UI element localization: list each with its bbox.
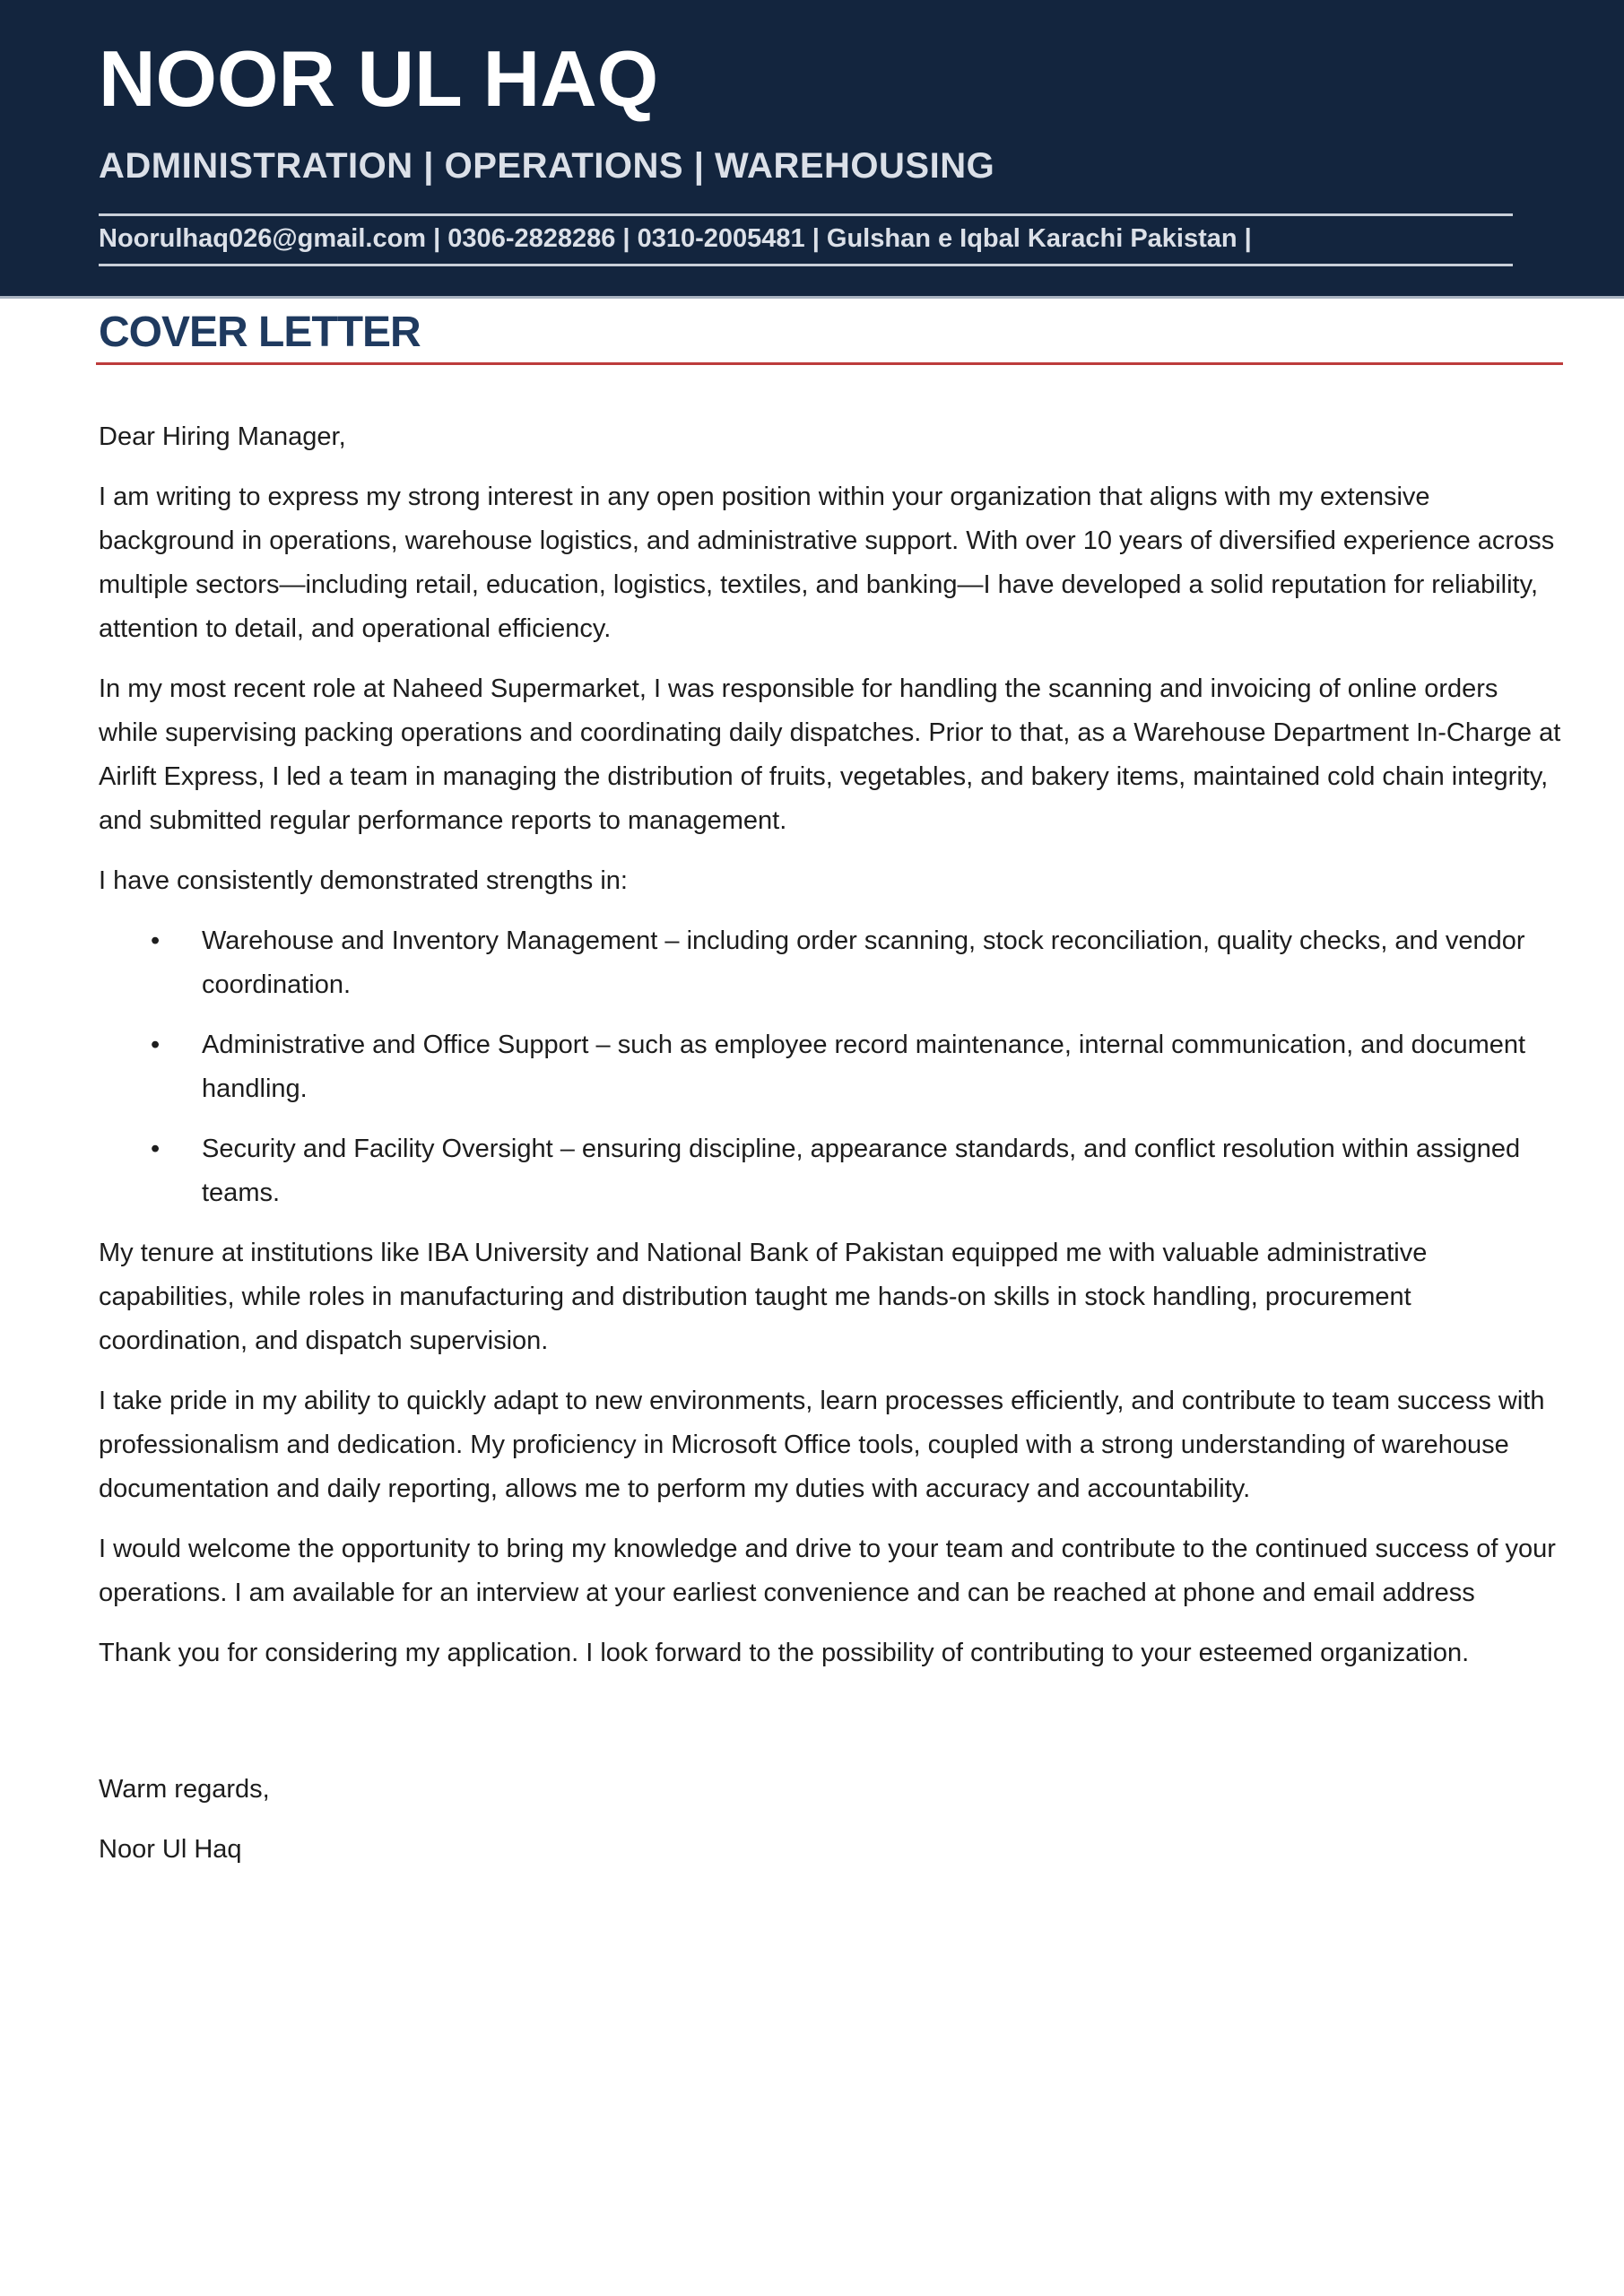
title-underline <box>96 362 1563 365</box>
paragraph-intro: I am writing to express my strong interest in any open position within your organization that aligns with my extensive background in operations, warehouse logistics, and administrative support. With over 10 years of diversified experience across multiple sectors—including retail, education, logistics, textiles, and banking—I have developed a solid reputation for reliability, attention to detail, and operational efficiency. <box>99 483 1555 643</box>
paragraph-thanks: Thank you for considering my application. I look forward to the possibility of contributing to your esteemed organization. <box>99 1639 1470 1667</box>
list-item <box>99 1023 1563 1111</box>
candidate-name: NOOR UL HAQ <box>99 34 659 123</box>
signature-name: Noor Ul Haq <box>99 1835 242 1864</box>
candidate-tagline: ADMINISTRATION | OPERATIONS | WAREHOUSING <box>99 146 995 186</box>
bullet-icon: • <box>151 926 161 955</box>
bullet-icon: • <box>151 1031 161 1059</box>
list-item <box>99 1127 1563 1215</box>
paragraph-tenure: My tenure at institutions like IBA University and National Bank of Pakistan equipped me with valuable administrative capabilities, while roles in manufacturing and distribution taught me hands-on skills in stock handling, procurement coordination, and dispatch supervision. <box>99 1239 1428 1355</box>
paragraph-adaptability: I take pride in my ability to quickly adapt to new environments, learn processes efficiently, and contribute to team success with professionalism and dedication. My proficiency in Microsoft Office tools, coupled with a strong understanding of warehouse documentation and daily reporting, allows me to perform my duties with accuracy and accountability. <box>99 1387 1545 1503</box>
paragraph-recent-role: In my most recent role at Naheed Supermarket, I was responsible for handling the scanning and invoicing of online orders while supervising packing operations and coordinating daily dispatches. Prior to that, as a Warehouse Department In-Charge at Airlift Express, I led a team in managing the distribution of fruits, vegetables, and bakery items, maintained cold chain integrity, and submitted regular performance reports to management. <box>99 674 1561 835</box>
contact-info: Noorulhaq026@gmail.com | 0306-2828286 | 0310-2005481 | Gulshan e Iqbal Karachi Pakistan | <box>99 213 1513 266</box>
list-item-text: Warehouse and Inventory Management – including order scanning, stock reconciliation, quality checks, and vendor coordination. <box>202 926 1525 999</box>
list-item-text: Administrative and Office Support – such as employee record maintenance, internal communication, and document handling. <box>202 1031 1526 1103</box>
signature-spacer <box>99 1692 1563 1768</box>
salutation: Dear Hiring Manager, <box>99 422 346 451</box>
list-item <box>99 919 1563 1007</box>
paragraph-availability: I would welcome the opportunity to bring my knowledge and drive to your team and contribute to the continued success of your operations. I am available for an interview at your earliest convenience and can be reached at phone and email address <box>99 1535 1556 1607</box>
paragraph-strengths-lead: I have consistently demonstrated strengths in: <box>99 866 628 895</box>
closing: Warm regards, <box>99 1775 270 1804</box>
bullet-icon: • <box>151 1135 161 1163</box>
list-item-text: Security and Facility Oversight – ensuring discipline, appearance standards, and conflict resolution within assigned teams. <box>202 1135 1521 1207</box>
letter-body <box>99 415 1563 1872</box>
page-title: COVER LETTER <box>99 309 421 356</box>
strengths-list <box>99 919 1563 1215</box>
resume-header <box>0 0 1624 299</box>
